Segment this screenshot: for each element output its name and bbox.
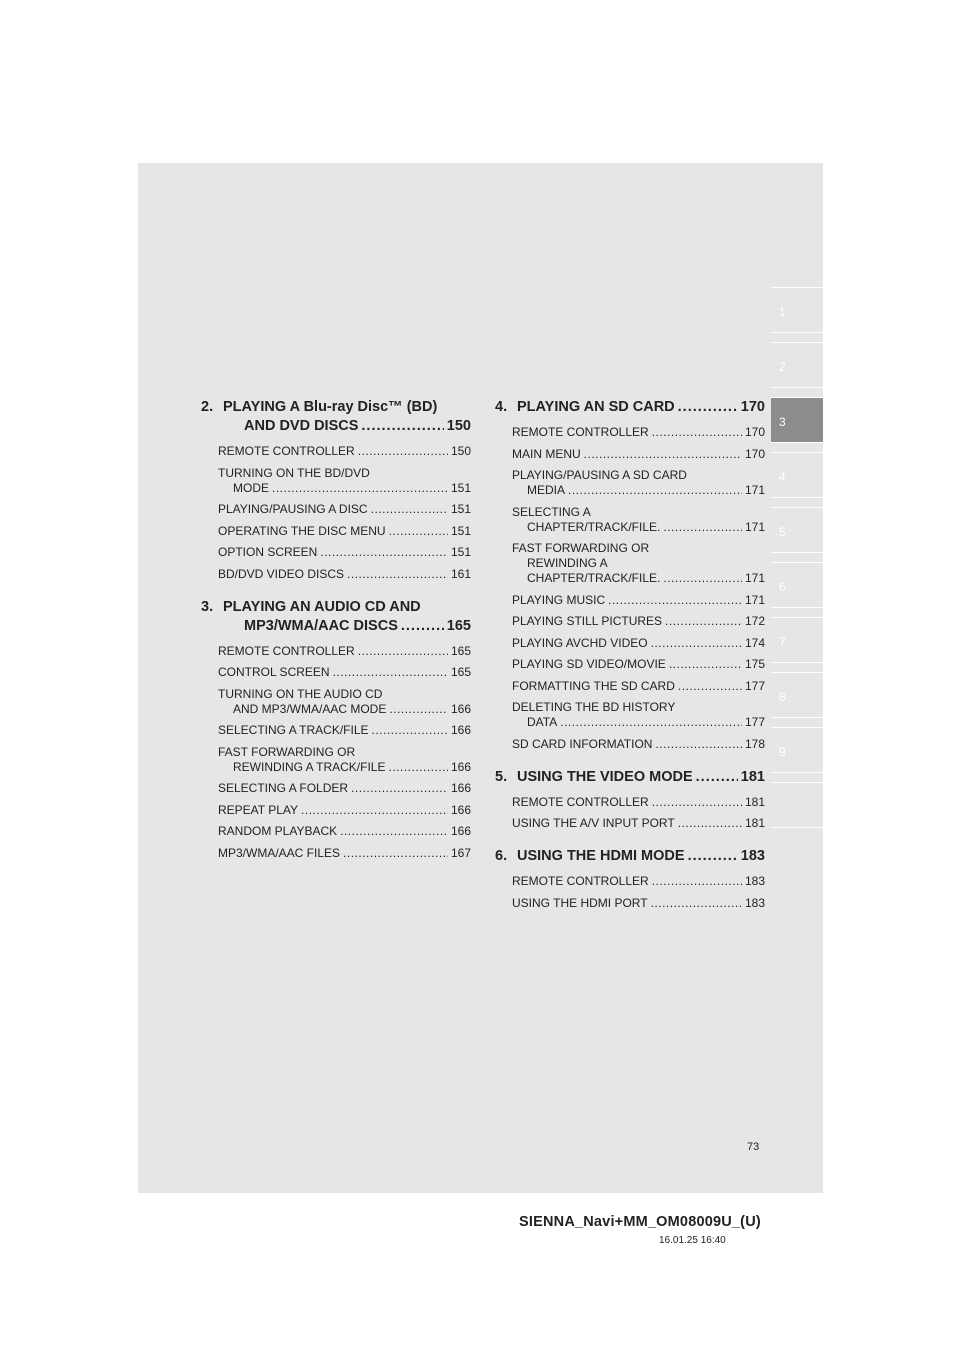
toc-item-text: SELECTING A TRACK/FILE bbox=[218, 723, 369, 737]
toc-item-page-number: 178 bbox=[744, 736, 765, 751]
toc-item-line bbox=[512, 556, 765, 571]
dot-leader bbox=[401, 617, 444, 636]
toc-item-page-number: 183 bbox=[744, 895, 765, 910]
toc-item-line bbox=[512, 468, 765, 483]
page-number: 73 bbox=[747, 1141, 760, 1153]
toc-item-page-number: 165 bbox=[450, 643, 471, 658]
chapter-tab-label: 9 bbox=[779, 745, 786, 759]
dot-leader bbox=[343, 846, 448, 861]
toc-item-text: SELECTING A bbox=[512, 504, 591, 519]
dot-leader bbox=[333, 665, 448, 680]
toc-item-text: CHAPTER/TRACK/FILE. bbox=[527, 519, 661, 534]
section-title-line bbox=[223, 617, 471, 636]
toc-item-text: BD/DVD VIDEO DISCS bbox=[218, 566, 345, 581]
section-heading[interactable] bbox=[495, 847, 765, 866]
toc-item-text: REPEAT PLAY bbox=[218, 802, 299, 817]
toc-item[interactable] bbox=[201, 803, 471, 818]
dot-leader bbox=[663, 520, 742, 535]
toc-item-line bbox=[512, 614, 765, 629]
chapter-tab-label: 2 bbox=[779, 360, 786, 374]
toc-item-page-number: 171 bbox=[744, 483, 765, 497]
toc-item-text: PLAYING AVCHD VIDEO bbox=[512, 635, 648, 650]
toc-item-text: REMOTE CONTROLLER bbox=[512, 794, 649, 809]
toc-item-line bbox=[218, 644, 471, 659]
toc-item-text: REMOTE CONTROLLER bbox=[218, 444, 355, 458]
toc-item-line bbox=[218, 723, 471, 738]
toc-item-page-number: 166 bbox=[450, 802, 471, 817]
toc-item-text: OPTION SCREEN bbox=[218, 545, 318, 559]
toc-item-line bbox=[218, 567, 471, 582]
toc-item-text: REMOTE CONTROLLER bbox=[512, 874, 649, 888]
section-number: 4. bbox=[495, 399, 508, 415]
dot-leader bbox=[688, 847, 738, 866]
dot-leader bbox=[347, 567, 448, 582]
toc-item-line bbox=[218, 760, 471, 775]
section-title bbox=[495, 768, 765, 787]
toc-item-line bbox=[218, 781, 471, 796]
toc-item-line bbox=[218, 687, 471, 702]
toc-item-page-number: 151 bbox=[450, 545, 471, 559]
toc-item[interactable] bbox=[201, 781, 471, 796]
section-title-line bbox=[517, 768, 765, 787]
toc-item[interactable] bbox=[201, 644, 471, 659]
section-title bbox=[201, 598, 471, 636]
section-title-text: AND DVD DISCS bbox=[244, 418, 359, 434]
dot-leader bbox=[652, 425, 742, 440]
section-page-number: 170 bbox=[740, 399, 765, 415]
toc-item-page-number: 167 bbox=[450, 845, 471, 860]
dot-leader bbox=[652, 795, 742, 810]
toc-item[interactable] bbox=[495, 737, 765, 752]
toc-item-page-number: 161 bbox=[450, 566, 471, 581]
dot-leader bbox=[361, 417, 443, 436]
toc-item-text: PLAYING SD VIDEO/MOVIE bbox=[512, 657, 666, 671]
chapter-tab-label: 8 bbox=[779, 690, 786, 704]
toc-item[interactable] bbox=[495, 700, 765, 730]
toc-item[interactable] bbox=[495, 816, 765, 831]
section-page-number: 183 bbox=[740, 848, 765, 864]
section-title-line bbox=[517, 398, 765, 417]
toc-item[interactable] bbox=[201, 502, 471, 517]
toc-item-line bbox=[512, 541, 765, 556]
dot-leader bbox=[678, 398, 738, 417]
dot-leader bbox=[371, 502, 448, 517]
dot-leader bbox=[388, 760, 447, 775]
toc-item-text: REWINDING A TRACK/FILE bbox=[233, 759, 386, 774]
toc-item-text: MEDIA bbox=[527, 483, 566, 497]
toc-right-column bbox=[495, 398, 765, 927]
toc-item-page-number: 177 bbox=[744, 678, 765, 693]
chapter-tab-label: 4 bbox=[779, 470, 786, 484]
section-heading[interactable] bbox=[201, 398, 471, 436]
toc-item-line bbox=[512, 657, 765, 672]
dot-leader bbox=[389, 524, 448, 539]
toc-item-text: USING THE A/V INPUT PORT bbox=[512, 816, 675, 830]
chapter-tab[interactable] bbox=[771, 287, 823, 333]
toc-item[interactable] bbox=[201, 466, 471, 496]
section-title-line bbox=[223, 398, 471, 417]
toc-item-page-number: 166 bbox=[450, 781, 471, 795]
chapter-tab[interactable] bbox=[771, 727, 823, 773]
toc-item-line bbox=[512, 795, 765, 810]
toc-item-line bbox=[512, 483, 765, 498]
toc-item-text: PLAYING MUSIC bbox=[512, 592, 606, 607]
toc-item-page-number: 151 bbox=[450, 502, 471, 516]
toc-section bbox=[495, 398, 765, 752]
section-title-text: PLAYING AN SD CARD bbox=[517, 399, 675, 415]
toc-item-page-number: 166 bbox=[450, 723, 471, 737]
dot-leader bbox=[652, 874, 742, 889]
toc-item[interactable] bbox=[495, 447, 765, 462]
toc-item-text: CHAPTER/TRACK/FILE. bbox=[527, 571, 661, 585]
section-title bbox=[495, 847, 765, 866]
section-number: 6. bbox=[495, 848, 508, 864]
toc-section bbox=[201, 398, 471, 582]
toc-item[interactable] bbox=[495, 614, 765, 629]
toc-item-line bbox=[512, 447, 765, 462]
toc-item-text: RANDOM PLAYBACK bbox=[218, 824, 338, 838]
section-heading[interactable] bbox=[495, 398, 765, 417]
toc-item-text: FAST FORWARDING OR bbox=[512, 541, 650, 555]
dot-leader bbox=[651, 636, 742, 651]
toc-item[interactable] bbox=[495, 541, 765, 586]
toc-item-line bbox=[512, 737, 765, 752]
toc-item-line bbox=[512, 874, 765, 889]
toc-item-line bbox=[218, 481, 471, 496]
section-heading[interactable] bbox=[495, 768, 765, 787]
toc-item-line bbox=[218, 444, 471, 459]
toc-item[interactable] bbox=[201, 846, 471, 861]
section-title-text: USING THE HDMI MODE bbox=[517, 848, 685, 864]
toc-item-text: PLAYING STILL PICTURES bbox=[512, 614, 663, 628]
dot-leader bbox=[340, 824, 448, 839]
toc-item-page-number: 166 bbox=[450, 824, 471, 838]
toc-item-text: PLAYING/PAUSING A DISC bbox=[218, 502, 368, 516]
chapter-tab[interactable] bbox=[771, 342, 823, 388]
section-title-line bbox=[517, 847, 765, 866]
section-title-line bbox=[223, 417, 471, 436]
toc-item-page-number: 165 bbox=[450, 665, 471, 679]
dot-leader bbox=[358, 444, 448, 459]
toc-item-text: DELETING THE BD HISTORY bbox=[512, 700, 676, 714]
dot-leader bbox=[669, 657, 742, 672]
toc-section bbox=[201, 598, 471, 861]
section-page-number: 165 bbox=[446, 617, 471, 634]
toc-item-text: PLAYING/PAUSING A SD CARD bbox=[512, 468, 687, 482]
toc-left-column bbox=[201, 398, 471, 877]
toc-item-text: REWINDING A bbox=[527, 556, 608, 570]
section-title bbox=[495, 398, 765, 417]
chapter-tab[interactable] bbox=[771, 562, 823, 608]
toc-item[interactable] bbox=[495, 425, 765, 440]
dot-leader bbox=[584, 447, 742, 462]
toc-item-line bbox=[218, 745, 471, 760]
toc-item-line bbox=[512, 505, 765, 520]
toc-item-line bbox=[218, 702, 471, 717]
toc-section bbox=[495, 768, 765, 832]
toc-item-text: FORMATTING THE SD CARD bbox=[512, 678, 675, 693]
section-number: 3. bbox=[201, 598, 214, 615]
dot-leader bbox=[568, 483, 742, 498]
chapter-tab-label: 1 bbox=[779, 305, 786, 319]
chapter-tab-label: 3 bbox=[779, 415, 786, 429]
toc-item-line bbox=[512, 816, 765, 831]
toc-item[interactable] bbox=[495, 657, 765, 672]
dot-leader bbox=[663, 571, 742, 586]
toc-item-text: MAIN MENU bbox=[512, 446, 581, 461]
toc-item-text: FAST FORWARDING OR bbox=[218, 744, 356, 759]
toc-item-line bbox=[512, 700, 765, 715]
toc-item-text: SELECTING A FOLDER bbox=[218, 781, 349, 795]
toc-item-text: OPERATING THE DISC MENU bbox=[218, 523, 386, 538]
toc-section bbox=[495, 847, 765, 911]
toc-item-text: TURNING ON THE AUDIO CD bbox=[218, 686, 383, 701]
dot-leader bbox=[651, 896, 742, 911]
dot-leader bbox=[272, 481, 448, 496]
toc-item-page-number: 166 bbox=[450, 759, 471, 774]
toc-item-page-number: 166 bbox=[450, 701, 471, 716]
chapter-tab-label: 6 bbox=[779, 580, 786, 594]
toc-item-page-number: 151 bbox=[450, 480, 471, 495]
chapter-tab[interactable] bbox=[771, 782, 823, 828]
toc-item-page-number: 183 bbox=[744, 874, 765, 888]
dot-leader bbox=[389, 702, 448, 717]
toc-item-text: CONTROL SCREEN bbox=[218, 665, 330, 679]
dot-leader bbox=[358, 644, 448, 659]
chapter-tab-label: 7 bbox=[779, 635, 786, 649]
section-title bbox=[201, 398, 471, 436]
toc-item-page-number: 170 bbox=[744, 425, 765, 439]
toc-item-line bbox=[218, 545, 471, 560]
toc-item-line bbox=[218, 665, 471, 680]
toc-item-page-number: 171 bbox=[744, 519, 765, 534]
toc-item[interactable] bbox=[201, 824, 471, 839]
section-title-text: MP3/WMA/AAC DISCS bbox=[244, 617, 398, 634]
chapter-tab-label: 5 bbox=[779, 525, 786, 539]
dot-leader bbox=[696, 768, 738, 787]
toc-item-line bbox=[512, 571, 765, 586]
toc-item-page-number: 174 bbox=[744, 635, 765, 650]
chapter-tab[interactable] bbox=[771, 672, 823, 718]
section-number: 5. bbox=[495, 768, 508, 785]
toc-item-page-number: 181 bbox=[744, 816, 765, 830]
toc-item[interactable] bbox=[495, 896, 765, 911]
toc-item-line bbox=[218, 846, 471, 861]
section-heading[interactable] bbox=[201, 598, 471, 636]
chapter-tab[interactable] bbox=[771, 617, 823, 663]
toc-item-line bbox=[512, 715, 765, 730]
toc-item-page-number: 171 bbox=[744, 571, 765, 585]
dot-leader bbox=[351, 781, 448, 796]
toc-item-text: REMOTE CONTROLLER bbox=[512, 425, 649, 439]
toc-item-text: SD CARD INFORMATION bbox=[512, 736, 653, 751]
timestamp: 16.01.25 16:40 bbox=[659, 1235, 726, 1246]
toc-item-line bbox=[512, 679, 765, 694]
toc-item-line bbox=[218, 524, 471, 539]
section-number: 2. bbox=[201, 399, 214, 415]
toc-item[interactable] bbox=[495, 593, 765, 608]
document-footer: SIENNA_Navi+MM_OM08009U_(U) bbox=[519, 1214, 761, 1230]
toc-item[interactable] bbox=[495, 795, 765, 810]
dot-leader bbox=[320, 545, 448, 560]
toc-item[interactable] bbox=[495, 874, 765, 889]
section-title-line bbox=[223, 598, 471, 617]
toc-item[interactable] bbox=[495, 468, 765, 498]
toc-item-line bbox=[512, 636, 765, 651]
toc-item-line bbox=[218, 803, 471, 818]
toc-item[interactable] bbox=[495, 636, 765, 651]
toc-item-page-number: 151 bbox=[450, 523, 471, 538]
toc-item-page-number: 175 bbox=[744, 657, 765, 671]
toc-item-text: TURNING ON THE BD/DVD bbox=[218, 465, 370, 480]
toc-item-text: MP3/WMA/AAC FILES bbox=[218, 845, 341, 860]
dot-leader bbox=[560, 715, 742, 730]
toc-item[interactable] bbox=[201, 687, 471, 717]
toc-item-text: REMOTE CONTROLLER bbox=[218, 643, 355, 658]
dot-leader bbox=[678, 816, 742, 831]
section-page-number: 181 bbox=[740, 768, 765, 785]
section-title-text: PLAYING AN AUDIO CD AND bbox=[223, 598, 421, 615]
toc-item-line bbox=[512, 896, 765, 911]
section-page-number: 150 bbox=[446, 418, 471, 434]
toc-item[interactable] bbox=[201, 524, 471, 539]
toc-item-line bbox=[218, 466, 471, 481]
dot-leader bbox=[608, 593, 742, 608]
toc-item-page-number: 177 bbox=[744, 715, 765, 729]
toc-item[interactable] bbox=[201, 665, 471, 680]
toc-item-line bbox=[218, 502, 471, 517]
dot-leader bbox=[655, 737, 742, 752]
toc-item[interactable] bbox=[495, 505, 765, 535]
toc-item-line bbox=[512, 520, 765, 535]
section-title-text: USING THE VIDEO MODE bbox=[517, 768, 693, 785]
section-title-text: PLAYING A Blu-ray Disc™ (BD) bbox=[223, 399, 438, 415]
toc-item-page-number: 181 bbox=[744, 794, 765, 809]
toc-item-text: DATA bbox=[527, 715, 558, 729]
toc-item-text: MODE bbox=[233, 480, 269, 495]
toc-item-text: USING THE HDMI PORT bbox=[512, 895, 648, 910]
dot-leader bbox=[665, 614, 742, 629]
toc-item-page-number: 171 bbox=[744, 592, 765, 607]
toc-item-text: AND MP3/WMA/AAC MODE bbox=[233, 701, 387, 716]
toc-item[interactable] bbox=[201, 745, 471, 775]
chapter-tab[interactable] bbox=[771, 452, 823, 498]
toc-item[interactable] bbox=[201, 723, 471, 738]
toc-item[interactable] bbox=[495, 679, 765, 694]
dot-leader bbox=[372, 723, 448, 738]
toc-item-page-number: 150 bbox=[450, 444, 471, 458]
chapter-tab[interactable] bbox=[771, 507, 823, 553]
toc-item[interactable] bbox=[201, 444, 471, 459]
toc-item-line bbox=[218, 824, 471, 839]
toc-item[interactable] bbox=[201, 545, 471, 560]
toc-item-line bbox=[512, 425, 765, 440]
toc-item[interactable] bbox=[201, 567, 471, 582]
toc-item-page-number: 170 bbox=[744, 446, 765, 461]
toc-item-page-number: 172 bbox=[744, 614, 765, 628]
toc-item-line bbox=[512, 593, 765, 608]
chapter-tab[interactable] bbox=[771, 397, 823, 443]
dot-leader bbox=[301, 803, 448, 818]
dot-leader bbox=[678, 679, 742, 694]
